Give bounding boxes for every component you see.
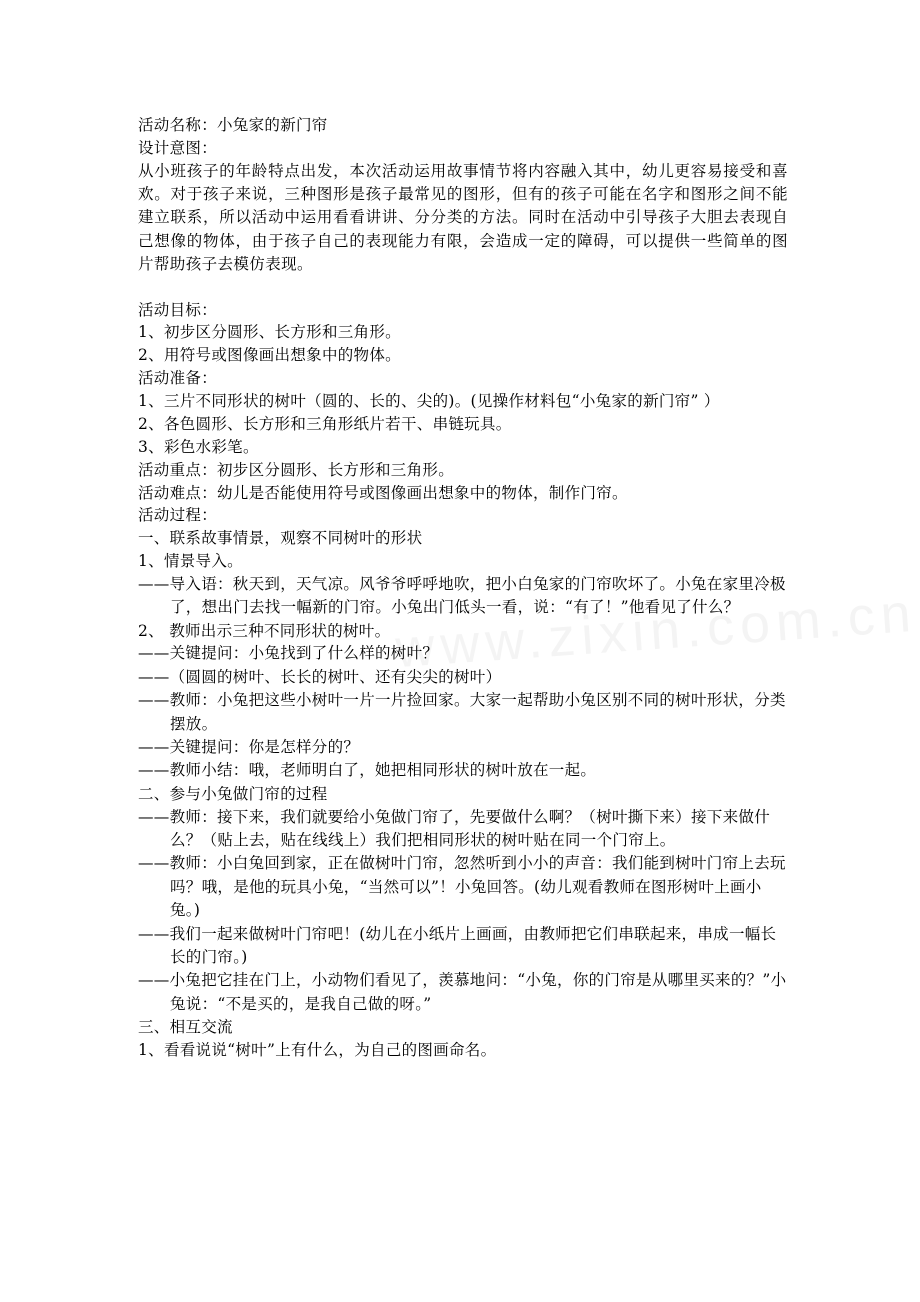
document-body: [138, 114, 788, 1062]
dialogue-line: ——关键提问：小兔找到了什么样的树叶？: [138, 644, 439, 663]
goal-item: 1、初步区分圆形、长方形和三角形。: [138, 323, 401, 342]
goal-item: 2、用符号或图像画出想象中的物体。: [138, 346, 401, 365]
step-heading: 1、看看说说“树叶”上有什么，为自己的图画命名。: [138, 1041, 497, 1060]
dialogue-line: ——小兔把它挂在门上，小动物们看见了，羡慕地问：“小兔，你的门帘是从哪里买来的？”小兔说：“不是买的，是我自己做的呀。”: [138, 971, 787, 1013]
dialogue-line: ——（圆圆的树叶、长长的树叶、还有尖尖的树叶）: [138, 667, 502, 686]
step-heading: 1、情景导入。: [138, 552, 243, 570]
section-heading: 一、联系故事情景，观察不同树叶的形状: [138, 529, 423, 548]
dialogue-line: ——我们一起来做树叶门帘吧！(幼儿在小纸片上画画，由教师把它们串联起来，串成一幅长长的门帘。): [138, 924, 777, 967]
dialogue-line: ——教师小结：哦，老师明白了，她把相同形状的树叶放在一起。: [138, 761, 597, 780]
blank-line: [138, 277, 788, 299]
prep-item: 1、三片不同形状的树叶（圆的、长的、尖的)。(见操作材料包“小兔家的新门帘” ）: [138, 391, 720, 410]
design-heading: 设计意图：: [138, 138, 218, 157]
dialogue-line: ——教师：小白兔回到家，正在做树叶门帘，忽然听到小小的声音：我们能到树叶门帘上去玩吗？哦，是他的玩具小兔，“当然可以”！小兔回答。(幼儿观看教师在图形树叶上画小兔。): [138, 854, 786, 920]
dialogue-line: ——关键提问：你是怎样分的？: [138, 738, 360, 757]
prep-heading: 活动准备：: [138, 369, 218, 388]
process-heading: 活动过程：: [138, 506, 218, 525]
step-heading: 2、 教师出示三种不同形状的树叶。: [138, 621, 391, 640]
section-heading: 三、相互交流: [138, 1018, 233, 1037]
key-point: 活动重点：初步区分圆形、长方形和三角形。: [138, 460, 455, 479]
dialogue-line: ——教师：接下来，我们就要给小兔做门帘了，先要做什么啊？（树叶撕下来）接下来做什么？（贴上去，贴在线线上）我们把相同形状的树叶贴在同一个门帘上。: [138, 807, 771, 850]
dialogue-line: ——导入语：秋天到，天气凉。风爷爷呼呼地吹，把小白兔家的门帘吹坏了。小兔在家里冷极了，想出门去找一幅新的门帘。小兔出门低头一看，说：“有了！”他看见了什么？: [138, 574, 786, 617]
design-text: 从小班孩子的年龄特点出发，本次活动运用故事情节将内容融入其中，幼儿更容易接受和喜欢。对于孩子来说，三种图形是孩子最常见的图形，但有的孩子可能在名字和图形之间不能建立联系，所以活动中运用看看讲讲、分分类的方法。同时在活动中引导孩子大胆去表现自己想像的物体，由于孩子自己的表现能力有限，会造成一定的障碍，可以提供一些简单的图片帮助孩子去模仿表现。: [138, 161, 788, 274]
prep-item: 2、各色圆形、长方形和三角形纸片若干、串链玩具。: [138, 415, 512, 434]
dialogue-line: ——教师：小兔把这些小树叶一片一片捡回家。大家一起帮助小兔区别不同的树叶形状，分类摆放。: [138, 691, 786, 733]
goals-heading: 活动目标：: [138, 300, 218, 319]
activity-name: 活动名称：小兔家的新门帘: [138, 116, 328, 134]
prep-item: 3、彩色水彩笔。: [138, 438, 259, 457]
difficulty: 活动难点：幼儿是否能使用符号或图像画出想象中的物体，制作门帘。: [138, 483, 628, 502]
section-heading: 二、参与小兔做门帘的过程: [138, 784, 328, 803]
